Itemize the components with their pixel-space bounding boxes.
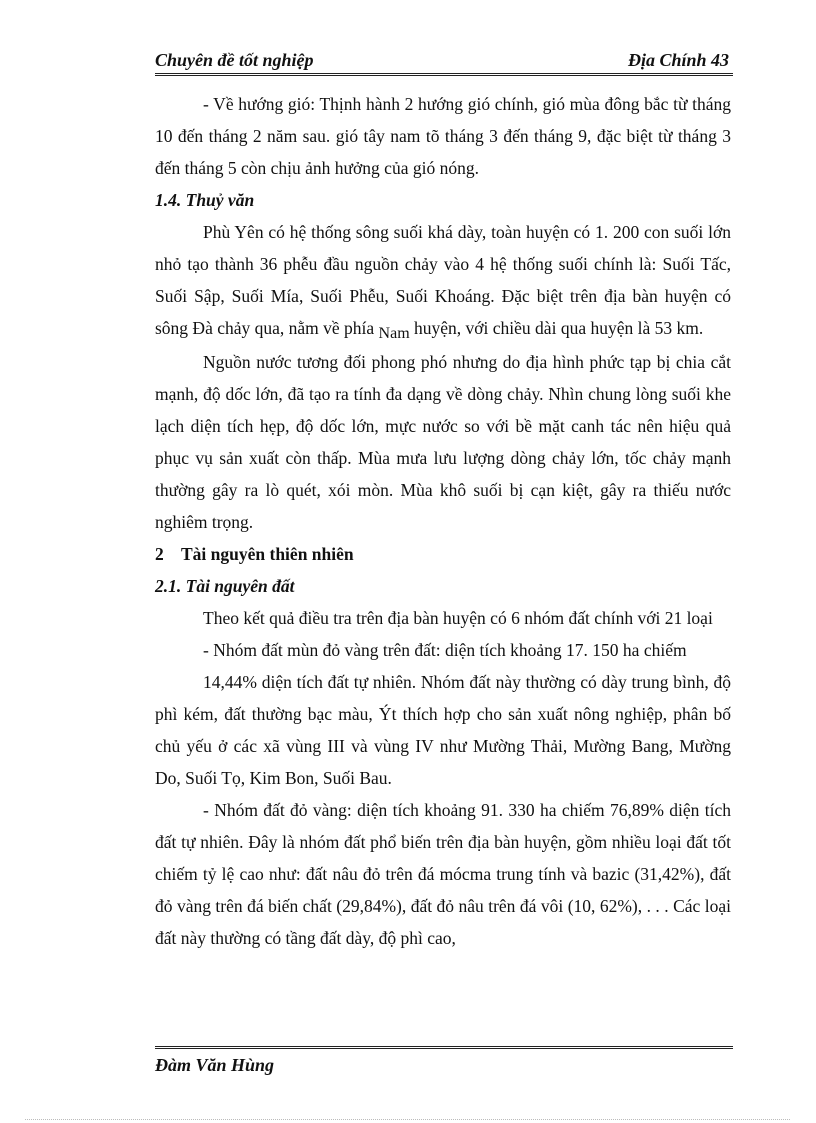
paragraph-red-yellow-soil: - Nhóm đất đỏ vàng: diện tích khoảng 91. 330 ha chiếm 76,89% diện tích đất tự nhiên. Đây là nhóm đất phổ biến trên địa bàn huyện, gồm nhiều loại đất tốt chiếm tỷ lệ cao như: đất nâu đỏ trên đá mócma trung tính và bazic (31,42%), đất đỏ vàng trên đá biến chất (29,84%), đất đỏ nâu trên đá vôi (10, 62%), . . . Các loại đất này thường có tầng đất dày, độ phì cao,: [155, 800, 731, 948]
heading-hydrology: 1.4. Thuỷ văn: [155, 190, 255, 210]
paragraph-survey: Theo kết quả điều tra trên địa bàn huyện có 6 nhóm đất chính với 21 loại: [203, 608, 713, 628]
header-rule: [155, 73, 733, 76]
heading-text: Tài nguyên thiên nhiên: [181, 544, 354, 564]
paragraph-rivers-part1: Phù Yên có hệ thống sông suối khá dày, toàn huyện có 1. 200 con suối lớn nhỏ tạo thành 36 phễu đầu nguồn chảy vào 4 hệ thống suối chính là: Suối Tấc, Suối Sập, Suối Mía, Suối Phễu, Suối Khoáng. Đặc biệt trên địa bàn huyện có sông Đà chảy qua, nằm về phía: [155, 222, 731, 338]
paragraph-wind: - Về hướng gió: Thịnh hành 2 hướng gió chính, gió mùa đông bắc từ tháng 10 đến tháng 2 năm sau. gió tây nam tõ tháng 3 đến tháng 9, đặc biệt từ tháng 3 đến tháng 5 còn chịu ảnh hưởng của gió nóng.: [155, 94, 731, 178]
header-title: Chuyên đề tốt nghiệp: [155, 50, 314, 70]
paragraph-humus-detail: 14,44% diện tích đất tự nhiên. Nhóm đất này thường có dày trung bình, độ phì kém, đất thường bạc màu, Ýt thích hợp cho sản xuất nông nghiệp, phân bố chủ yếu ở các xã vùng III và vùng IV như Mường Thải, Mường Bang, Mường Do, Suối Tọ, Kim Bon, Suối Bau.: [155, 672, 731, 788]
heading-land-resources: 2.1. Tài nguyên đất: [155, 576, 295, 596]
page-header: [155, 48, 733, 72]
header-department: Địa Chính 43: [627, 50, 729, 70]
page-bottom-dotted-line: [25, 1119, 790, 1120]
paragraph-rivers-nam: Nam: [378, 325, 410, 342]
paragraph-rivers-part2: huyện, với chiều dài qua huyện là 53 km.: [414, 318, 704, 338]
footer-author: Đàm Văn Hùng: [155, 1055, 275, 1075]
heading-natural-resources: [155, 538, 731, 570]
paragraph-rivers: [155, 216, 731, 346]
heading-number: 2: [155, 544, 164, 564]
paragraph-red-yellow-humus: - Nhóm đất mùn đỏ vàng trên đất: diện tích khoảng 17. 150 ha chiếm: [203, 640, 687, 660]
page-body: [155, 88, 731, 954]
paragraph-water-resources: Nguồn nước tương đối phong phó nhưng do địa hình phức tạp bị chia cắt mạnh, độ dốc lớn, đã tạo ra tính đa dạng về dòng chảy. Nhìn chung lòng suối khe lạch diện tích hẹp, độ dốc lớn, mực nước so với bề mặt canh tác nên hiệu quả phục vụ sản xuất còn thấp. Mùa mưa lưu lượng dòng chảy lớn, tốc chảy mạnh thường gây ra lò quét, xói mòn. Mùa khô suối bị cạn kiệt, gây ra thiếu nước nghiêm trọng.: [155, 352, 731, 532]
footer-rule: [155, 1046, 733, 1049]
